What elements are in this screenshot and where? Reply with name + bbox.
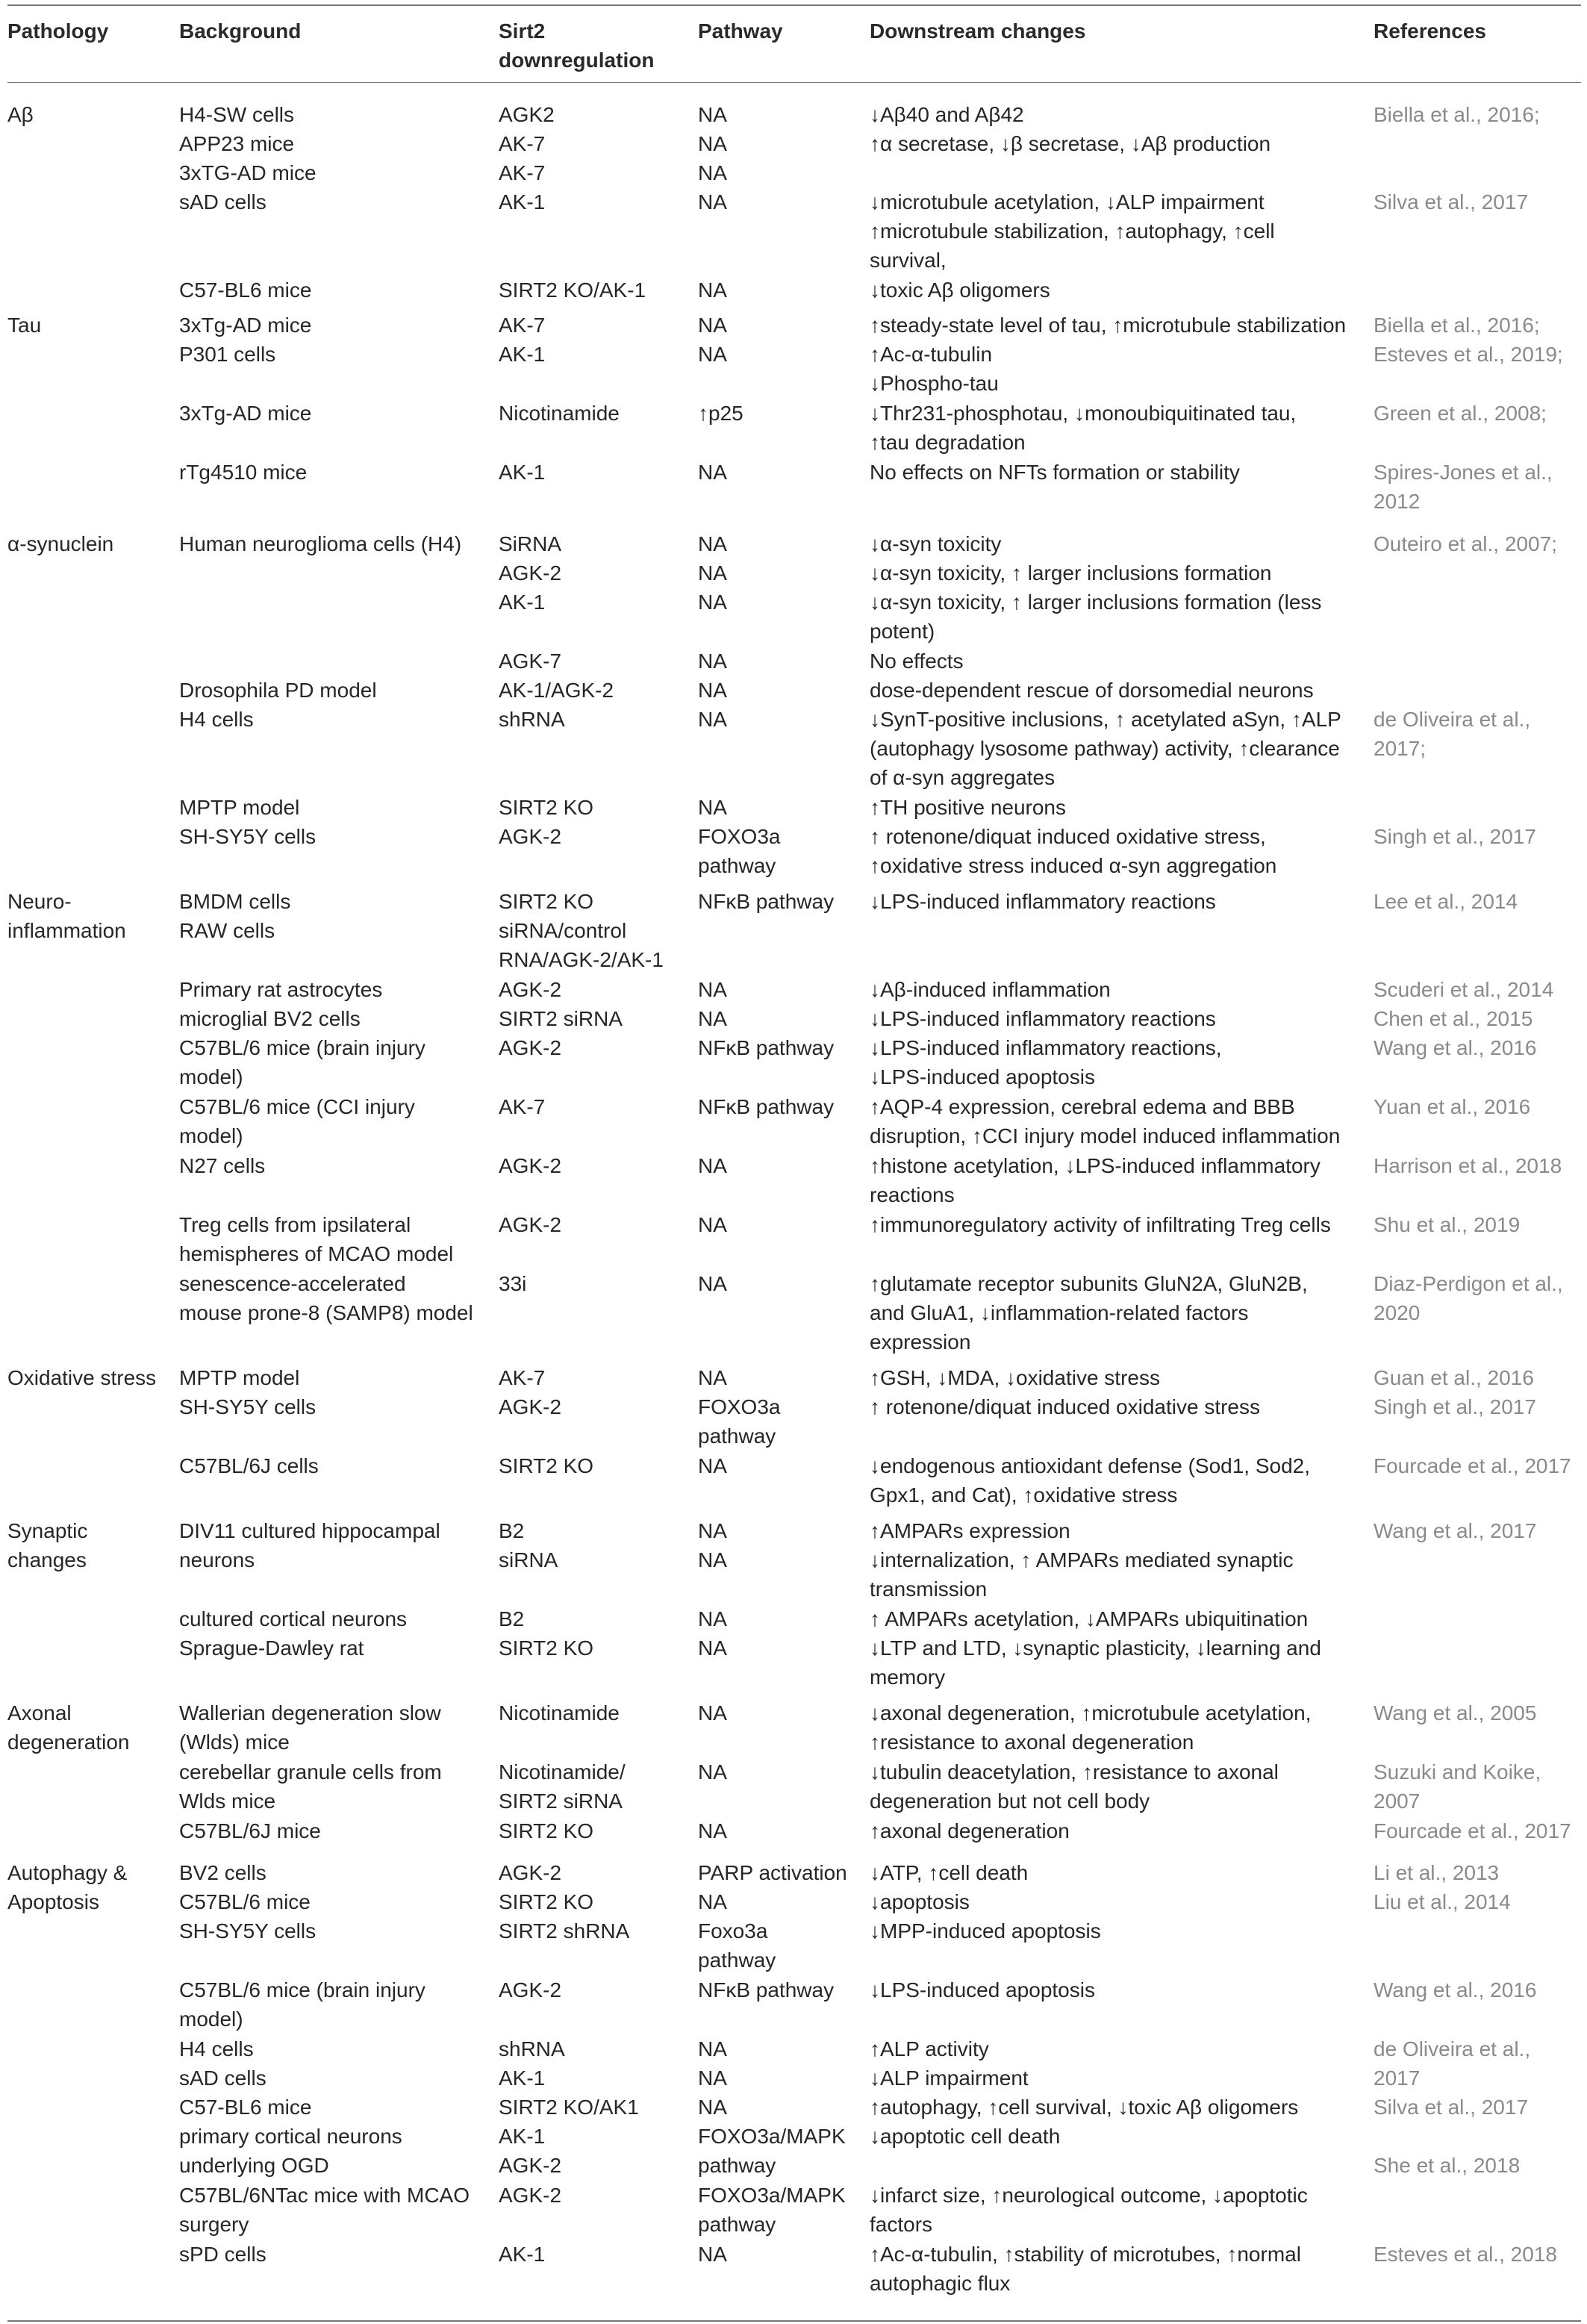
references-cell: Scuderi et al., 2014 bbox=[1374, 978, 1554, 1001]
background-cell: 3xTg-AD mice bbox=[179, 402, 312, 425]
downstream-changes-cell: dose-dependent rescue of dorsomedial neurons bbox=[870, 679, 1314, 702]
sirt2-downregulation-cell: AGK-2 bbox=[499, 1154, 562, 1177]
pathway-cell: NA bbox=[698, 1890, 727, 1913]
downstream-changes-cell: No effects on NFTs formation or stability bbox=[870, 461, 1240, 484]
references-cell: Shu et al., 2019 bbox=[1374, 1213, 1521, 1236]
header-background: Background bbox=[179, 19, 302, 43]
downstream-changes-cell: ↓apoptosis bbox=[870, 1890, 970, 1913]
pathology-cell: Tau bbox=[7, 314, 42, 337]
sirt2-downregulation-cell: AGK2 bbox=[499, 103, 555, 126]
references-cell: Fourcade et al., 2017 bbox=[1374, 1454, 1571, 1477]
references-cell: Esteves et al., 2018 bbox=[1374, 2243, 1557, 2266]
pathology-cell: Aβ bbox=[7, 103, 34, 126]
sirt2-downregulation-cell: SIRT2 KO bbox=[499, 1454, 594, 1477]
sirt2-downregulation-cell: B2 siRNA bbox=[499, 1519, 558, 1572]
downstream-changes-cell: ↓LPS-induced inflammatory reactions, ↓LPS-induced apoptosis bbox=[870, 1036, 1222, 1089]
sirt2-downregulation-cell: Nicotinamide bbox=[499, 1701, 620, 1725]
pathway-cell: FOXO3a pathway bbox=[698, 1395, 781, 1448]
pathway-cell: FOXO3a/MAPK pathway bbox=[698, 2125, 846, 2178]
references-cell: Fourcade et al., 2017 bbox=[1374, 1819, 1571, 1842]
sirt2-downregulation-cell: shRNA bbox=[499, 708, 565, 731]
sirt2-downregulation-cell: AGK-2 bbox=[499, 1395, 562, 1418]
sirt2-downregulation-cell: SIRT2 KO bbox=[499, 1819, 594, 1842]
background-cell: C57BL/6 mice (CCI injury model) bbox=[179, 1095, 415, 1148]
references-cell: Singh et al., 2017 bbox=[1374, 1395, 1536, 1418]
header-pathology: Pathology bbox=[7, 19, 109, 43]
sirt2-downregulation-cell: AGK-7 bbox=[499, 649, 562, 673]
downstream-changes-cell: ↓α-syn toxicity bbox=[870, 532, 1002, 555]
pathway-cell: NA bbox=[698, 649, 727, 673]
pathway-cell: FOXO3a/MAPK pathway bbox=[698, 2184, 846, 2237]
sirt2-downregulation-cell: AK-7 bbox=[499, 314, 546, 337]
background-cell: C57BL/6 mice bbox=[179, 1890, 311, 1913]
downstream-changes-cell: ↓microtubule acetylation, ↓ALP impairment ↑microtubule stabilization, ↑autophagy, ↑cell survival, bbox=[870, 190, 1275, 272]
sirt2-downregulation-cell: AK-1 bbox=[499, 591, 546, 614]
downstream-changes-cell: ↓α-syn toxicity, ↑ larger inclusions formation (less potent) bbox=[870, 591, 1322, 644]
background-cell: BMDM cells bbox=[179, 890, 291, 913]
pathway-cell: NA bbox=[698, 132, 727, 155]
pathway-cell: NA bbox=[698, 1366, 727, 1389]
references-cell: She et al., 2018 bbox=[1374, 2154, 1521, 2178]
downstream-changes-cell: ↑ AMPARs acetylation, ↓AMPARs ubiquitination bbox=[870, 1607, 1309, 1630]
references-cell: Outeiro et al., 2007; bbox=[1374, 532, 1557, 555]
background-cell: C57BL/6NTac mice with MCAO surgery bbox=[179, 2184, 470, 2237]
sirt2-downregulation-cell: SIRT2 KO bbox=[499, 1890, 594, 1913]
header-pathway: Pathway bbox=[698, 19, 783, 43]
references-cell: de Oliveira et al., 2017; bbox=[1374, 708, 1531, 761]
pathway-cell: NA bbox=[698, 190, 727, 214]
downstream-changes-cell: ↓apoptotic cell death bbox=[870, 2125, 1061, 2148]
sirt2-downregulation-cell: AGK-2 bbox=[499, 978, 562, 1001]
background-cell: sAD cells bbox=[179, 190, 266, 214]
pathway-cell: NA bbox=[698, 1007, 727, 1030]
pathway-cell: NA bbox=[698, 1272, 727, 1295]
references-cell: Silva et al., 2017 bbox=[1374, 2096, 1529, 2119]
sirt2-downregulation-cell: AK-1 bbox=[499, 2066, 546, 2090]
pathway-cell: NA bbox=[698, 1154, 727, 1177]
background-cell: primary cortical neurons underlying OGD bbox=[179, 2125, 402, 2178]
references-cell: Singh et al., 2017 bbox=[1374, 825, 1536, 848]
references-cell: Guan et al., 2016 bbox=[1374, 1366, 1534, 1389]
downstream-changes-cell: ↑axonal degeneration bbox=[870, 1819, 1070, 1842]
pathway-cell: NA bbox=[698, 591, 727, 614]
sirt2-downregulation-cell: AK-7 bbox=[499, 132, 546, 155]
sirt2-downregulation-cell: SiRNA bbox=[499, 532, 562, 555]
downstream-changes-cell: ↓Aβ-induced inflammation bbox=[870, 978, 1111, 1001]
pathway-cell: NA bbox=[698, 1454, 727, 1477]
references-cell: Diaz-Perdigon et al., 2020 bbox=[1374, 1272, 1563, 1325]
pathway-cell: NFκB pathway bbox=[698, 1978, 835, 2001]
background-cell: APP23 mice bbox=[179, 132, 295, 155]
sirt2-downregulation-cell: AGK-2 bbox=[499, 1978, 562, 2001]
header-rule bbox=[7, 82, 1581, 83]
pathway-cell: NA bbox=[698, 2066, 727, 2090]
references-cell: Chen et al., 2015 bbox=[1374, 1007, 1533, 1030]
pathology-cell: Synaptic changes bbox=[7, 1519, 88, 1572]
sirt2-downregulation-cell: SIRT2 KO bbox=[499, 1636, 594, 1660]
downstream-changes-cell: ↑ALP activity bbox=[870, 2037, 989, 2060]
sirt2-downregulation-cell: 33i bbox=[499, 1272, 527, 1295]
bottom-rule bbox=[7, 2320, 1581, 2322]
downstream-changes-cell: ↑glutamate receptor subunits GluN2A, GluN2B, and GluA1, ↓inflammation-related factors expression bbox=[870, 1272, 1308, 1354]
sirt2-downregulation-cell: SIRT2 KO bbox=[499, 796, 594, 819]
downstream-changes-cell: ↑autophagy, ↑cell survival, ↓toxic Aβ oligomers bbox=[870, 2096, 1299, 2119]
sirt2-downregulation-cell: AGK-2 bbox=[499, 1036, 562, 1059]
pathway-cell: NA bbox=[698, 532, 727, 555]
header-sirt2-downregulation: Sirt2 downregulation bbox=[499, 19, 655, 72]
downstream-changes-cell: ↓toxic Aβ oligomers bbox=[870, 278, 1050, 302]
background-cell: 3xTg-AD mice bbox=[179, 314, 312, 337]
downstream-changes-cell: ↑ rotenone/diquat induced oxidative stress bbox=[870, 1395, 1260, 1418]
references-cell: Li et al., 2013 bbox=[1374, 1861, 1500, 1884]
background-cell: SH-SY5Y cells bbox=[179, 825, 317, 848]
header-downstream-changes: Downstream changes bbox=[870, 19, 1086, 43]
downstream-changes-cell: ↑steady-state level of tau, ↑microtubule stabilization bbox=[870, 314, 1347, 337]
references-cell: Biella et al., 2016; bbox=[1374, 314, 1540, 337]
downstream-changes-cell: ↓LTP and LTD, ↓synaptic plasticity, ↓learning and memory bbox=[870, 1636, 1321, 1689]
sirt2-downregulation-cell: SIRT2 KO bbox=[499, 890, 594, 913]
references-cell: Biella et al., 2016; bbox=[1374, 103, 1540, 126]
sirt2-downregulation-cell: SIRT2 shRNA bbox=[499, 1919, 630, 1943]
sirt2-downregulation-cell: AK-1/AGK-2 bbox=[499, 679, 614, 702]
background-cell: Wallerian degeneration slow (Wlds) mice bbox=[179, 1701, 441, 1754]
background-cell: RAW cells bbox=[179, 919, 275, 942]
sirt2-downregulation-cell: SIRT2 KO/AK-1 bbox=[499, 278, 646, 302]
references-cell: Esteves et al., 2019; bbox=[1374, 343, 1563, 366]
downstream-changes-cell: ↓endogenous antioxidant defense (Sod1, Sod2, Gpx1, and Cat), ↑oxidative stress bbox=[870, 1454, 1311, 1507]
pathway-cell: NA bbox=[698, 2243, 727, 2266]
sirt2-downregulation-cell: AK-1 AGK-2 bbox=[499, 2125, 562, 2178]
background-cell: Sprague-Dawley rat bbox=[179, 1636, 364, 1660]
background-cell: C57-BL6 mice bbox=[179, 278, 312, 302]
downstream-changes-cell: ↓LPS-induced apoptosis bbox=[870, 1978, 1095, 2001]
background-cell: C57BL/6J cells bbox=[179, 1454, 319, 1477]
pathway-cell: NA bbox=[698, 1819, 727, 1842]
sirt2-downregulation-cell: B2 bbox=[499, 1607, 525, 1630]
top-rule bbox=[7, 4, 1581, 6]
pathology-cell: α-synuclein bbox=[7, 532, 114, 555]
pathway-cell: NA bbox=[698, 1213, 727, 1236]
downstream-changes-cell: ↑TH positive neurons bbox=[870, 796, 1067, 819]
background-cell: Treg cells from ipsilateral hemispheres of MCAO model bbox=[179, 1213, 454, 1266]
background-cell: C57-BL6 mice bbox=[179, 2096, 312, 2119]
background-cell: microglial BV2 cells bbox=[179, 1007, 361, 1030]
background-cell: sAD cells bbox=[179, 2066, 266, 2090]
downstream-changes-cell: ↓MPP-induced apoptosis bbox=[870, 1919, 1101, 1943]
background-cell: H4 cells bbox=[179, 2037, 254, 2060]
pathway-cell: FOXO3a pathway bbox=[698, 825, 781, 878]
background-cell: C57BL/6 mice (brain injury model) bbox=[179, 1978, 425, 2031]
references-cell: Silva et al., 2017 bbox=[1374, 190, 1529, 214]
downstream-changes-cell: ↓ALP impairment bbox=[870, 2066, 1029, 2090]
background-cell: H4-SW cells bbox=[179, 103, 295, 126]
background-cell: senescence-accelerated mouse prone-8 (SAMP8) model bbox=[179, 1272, 473, 1325]
background-cell: SH-SY5Y cells bbox=[179, 1395, 317, 1418]
pathway-cell: NFκB pathway bbox=[698, 890, 835, 913]
background-cell: P301 cells bbox=[179, 343, 276, 366]
downstream-changes-cell: No effects bbox=[870, 649, 964, 673]
pathology-cell: Axonal degeneration bbox=[7, 1701, 130, 1754]
pathway-cell: NA bbox=[698, 161, 727, 184]
pathway-cell: PARP activation bbox=[698, 1861, 847, 1884]
references-cell: Green et al., 2008; bbox=[1374, 402, 1547, 425]
downstream-changes-cell: ↑AMPARs expression ↓internalization, ↑ AMPARs mediated synaptic transmission bbox=[870, 1519, 1294, 1601]
sirt2-downregulation-cell: AGK-2 bbox=[499, 1213, 562, 1236]
pathway-cell: NA bbox=[698, 679, 727, 702]
pathway-cell: NA bbox=[698, 2096, 727, 2119]
sirt2-downregulation-cell: AGK-2 bbox=[499, 2184, 562, 2207]
sirt2-downregulation-cell: shRNA bbox=[499, 2037, 565, 2060]
sirt2-downregulation-cell: siRNA/control RNA/AGK-2/AK-1 bbox=[499, 919, 664, 972]
pathway-cell: NA bbox=[698, 461, 727, 484]
background-cell: SH-SY5Y cells bbox=[179, 1919, 317, 1943]
pathway-cell: NA bbox=[698, 1636, 727, 1660]
background-cell: DIV11 cultured hippocampal neurons bbox=[179, 1519, 440, 1572]
background-cell: 3xTG-AD mice bbox=[179, 161, 317, 184]
background-cell: Drosophila PD model bbox=[179, 679, 377, 702]
downstream-changes-cell: ↓tubulin deacetylation, ↑resistance to axonal degeneration but not cell body bbox=[870, 1760, 1279, 1813]
background-cell: N27 cells bbox=[179, 1154, 266, 1177]
pathology-cell: Autophagy & Apoptosis bbox=[7, 1861, 128, 1914]
references-cell: Lee et al., 2014 bbox=[1374, 890, 1518, 913]
sirt2-downregulation-cell: AK-7 bbox=[499, 1095, 546, 1118]
downstream-changes-cell: ↑histone acetylation, ↓LPS-induced inflammatory reactions bbox=[870, 1154, 1321, 1207]
references-cell: Harrison et al., 2018 bbox=[1374, 1154, 1562, 1177]
header-references: References bbox=[1374, 19, 1486, 43]
downstream-changes-cell: ↑ rotenone/diquat induced oxidative stress, ↑oxidative stress induced α-syn aggregation bbox=[870, 825, 1277, 878]
sirt2-downregulation-cell: SIRT2 KO/AK1 bbox=[499, 2096, 639, 2119]
background-cell: sPD cells bbox=[179, 2243, 266, 2266]
sirt2-downregulation-cell: AK-7 bbox=[499, 161, 546, 184]
downstream-changes-cell: ↑immunoregulatory activity of infiltrating Treg cells bbox=[870, 1213, 1331, 1236]
downstream-changes-cell: ↓Aβ40 and Aβ42 bbox=[870, 103, 1024, 126]
references-cell: Wang et al., 2005 bbox=[1374, 1701, 1537, 1725]
downstream-changes-cell: ↓Thr231-phosphotau, ↓monoubiquitinated tau, ↑tau degradation bbox=[870, 402, 1297, 455]
pathway-cell: ↑p25 bbox=[698, 402, 743, 425]
pathway-cell: NA bbox=[698, 343, 727, 366]
pathway-cell: NFκB pathway bbox=[698, 1036, 835, 1059]
references-cell: Wang et al., 2016 bbox=[1374, 1978, 1537, 2001]
background-cell: Human neuroglioma cells (H4) bbox=[179, 532, 462, 555]
pathway-cell: NA NA bbox=[698, 1519, 727, 1572]
sirt2-downregulation-cell: AK-1 bbox=[499, 461, 546, 484]
pathway-cell: NA bbox=[698, 1760, 727, 1784]
pathway-cell: NA bbox=[698, 708, 727, 731]
background-cell: cerebellar granule cells from Wlds mice bbox=[179, 1760, 442, 1813]
sirt2-downregulation-cell: AK-1 bbox=[499, 2243, 546, 2266]
background-cell: MPTP model bbox=[179, 1366, 300, 1389]
background-cell: Primary rat astrocytes bbox=[179, 978, 383, 1001]
sirt2-downregulation-cell: Nicotinamide/ SIRT2 siRNA bbox=[499, 1760, 626, 1813]
references-cell: Liu et al., 2014 bbox=[1374, 1890, 1511, 1913]
pathology-cell: Oxidative stress bbox=[7, 1366, 157, 1389]
downstream-changes-cell: ↑Ac-α-tubulin ↓Phospho-tau bbox=[870, 343, 999, 396]
background-cell: rTg4510 mice bbox=[179, 461, 308, 484]
references-cell: Suzuki and Koike, 2007 bbox=[1374, 1760, 1541, 1813]
sirt2-downregulation-cell: AK-1 bbox=[499, 343, 546, 366]
sirt2-downregulation-cell: Nicotinamide bbox=[499, 402, 620, 425]
pathology-cell: Neuro- inflammation bbox=[7, 890, 126, 943]
background-cell: H4 cells bbox=[179, 708, 254, 731]
references-cell: Wang et al., 2016 bbox=[1374, 1036, 1537, 1059]
references-cell: Yuan et al., 2016 bbox=[1374, 1095, 1531, 1118]
pathway-cell: NA bbox=[698, 1701, 727, 1725]
sirt2-downregulation-cell: AGK-2 bbox=[499, 825, 562, 848]
downstream-changes-cell: ↑Ac-α-tubulin, ↑stability of microtubes, ↑normal autophagic flux bbox=[870, 2243, 1301, 2296]
downstream-changes-cell: ↓SynT-positive inclusions, ↑ acetylated aSyn, ↑ALP (autophagy lysosome pathway) activity, ↑clearance of α-syn aggregates bbox=[870, 708, 1341, 790]
pathway-cell: NFκB pathway bbox=[698, 1095, 835, 1118]
sirt2-downregulation-cell: SIRT2 siRNA bbox=[499, 1007, 623, 1030]
pathway-cell: NA bbox=[698, 103, 727, 126]
background-cell: BV2 cells bbox=[179, 1861, 266, 1884]
downstream-changes-cell: ↑GSH, ↓MDA, ↓oxidative stress bbox=[870, 1366, 1160, 1389]
background-cell: C57BL/6 mice (brain injury model) bbox=[179, 1036, 425, 1089]
references-cell: Spires-Jones et al., 2012 bbox=[1374, 461, 1553, 514]
background-cell: cultured cortical neurons bbox=[179, 1607, 408, 1630]
downstream-changes-cell: ↓infarct size, ↑neurological outcome, ↓apoptotic factors bbox=[870, 2184, 1308, 2237]
pathway-cell: NA bbox=[698, 978, 727, 1001]
downstream-changes-cell: ↓α-syn toxicity, ↑ larger inclusions formation bbox=[870, 561, 1272, 585]
downstream-changes-cell: ↓LPS-induced inflammatory reactions bbox=[870, 890, 1216, 913]
references-cell: Wang et al., 2017 bbox=[1374, 1519, 1537, 1542]
references-cell: 2017 bbox=[1374, 2066, 1421, 2090]
sirt2-downregulation-cell: AK-7 bbox=[499, 1366, 546, 1389]
pathway-cell: NA bbox=[698, 278, 727, 302]
downstream-changes-cell: ↓axonal degeneration, ↑microtubule acetylation, ↑resistance to axonal degeneration bbox=[870, 1701, 1312, 1754]
pathway-cell: Foxo3a pathway bbox=[698, 1919, 776, 1972]
downstream-changes-cell: ↓LPS-induced inflammatory reactions bbox=[870, 1007, 1216, 1030]
pathway-cell: NA bbox=[698, 2037, 727, 2060]
pathway-cell: NA bbox=[698, 796, 727, 819]
background-cell: C57BL/6J mice bbox=[179, 1819, 321, 1842]
downstream-changes-cell: ↓ATP, ↑cell death bbox=[870, 1861, 1029, 1884]
references-cell: de Oliveira et al., bbox=[1374, 2037, 1531, 2060]
pathway-cell: NA bbox=[698, 561, 727, 585]
sirt2-downregulation-cell: AGK-2 bbox=[499, 1861, 562, 1884]
sirt2-downregulation-cell: AGK-2 bbox=[499, 561, 562, 585]
sirt2-downregulation-cell: AK-1 bbox=[499, 190, 546, 214]
downstream-changes-cell: ↑AQP-4 expression, cerebral edema and BBB disruption, ↑CCI injury model induced inflammation bbox=[870, 1095, 1341, 1148]
pathway-cell: NA bbox=[698, 1607, 727, 1630]
downstream-changes-cell: ↑α secretase, ↓β secretase, ↓Aβ production bbox=[870, 132, 1271, 155]
pathway-cell: NA bbox=[698, 314, 727, 337]
background-cell: MPTP model bbox=[179, 796, 300, 819]
